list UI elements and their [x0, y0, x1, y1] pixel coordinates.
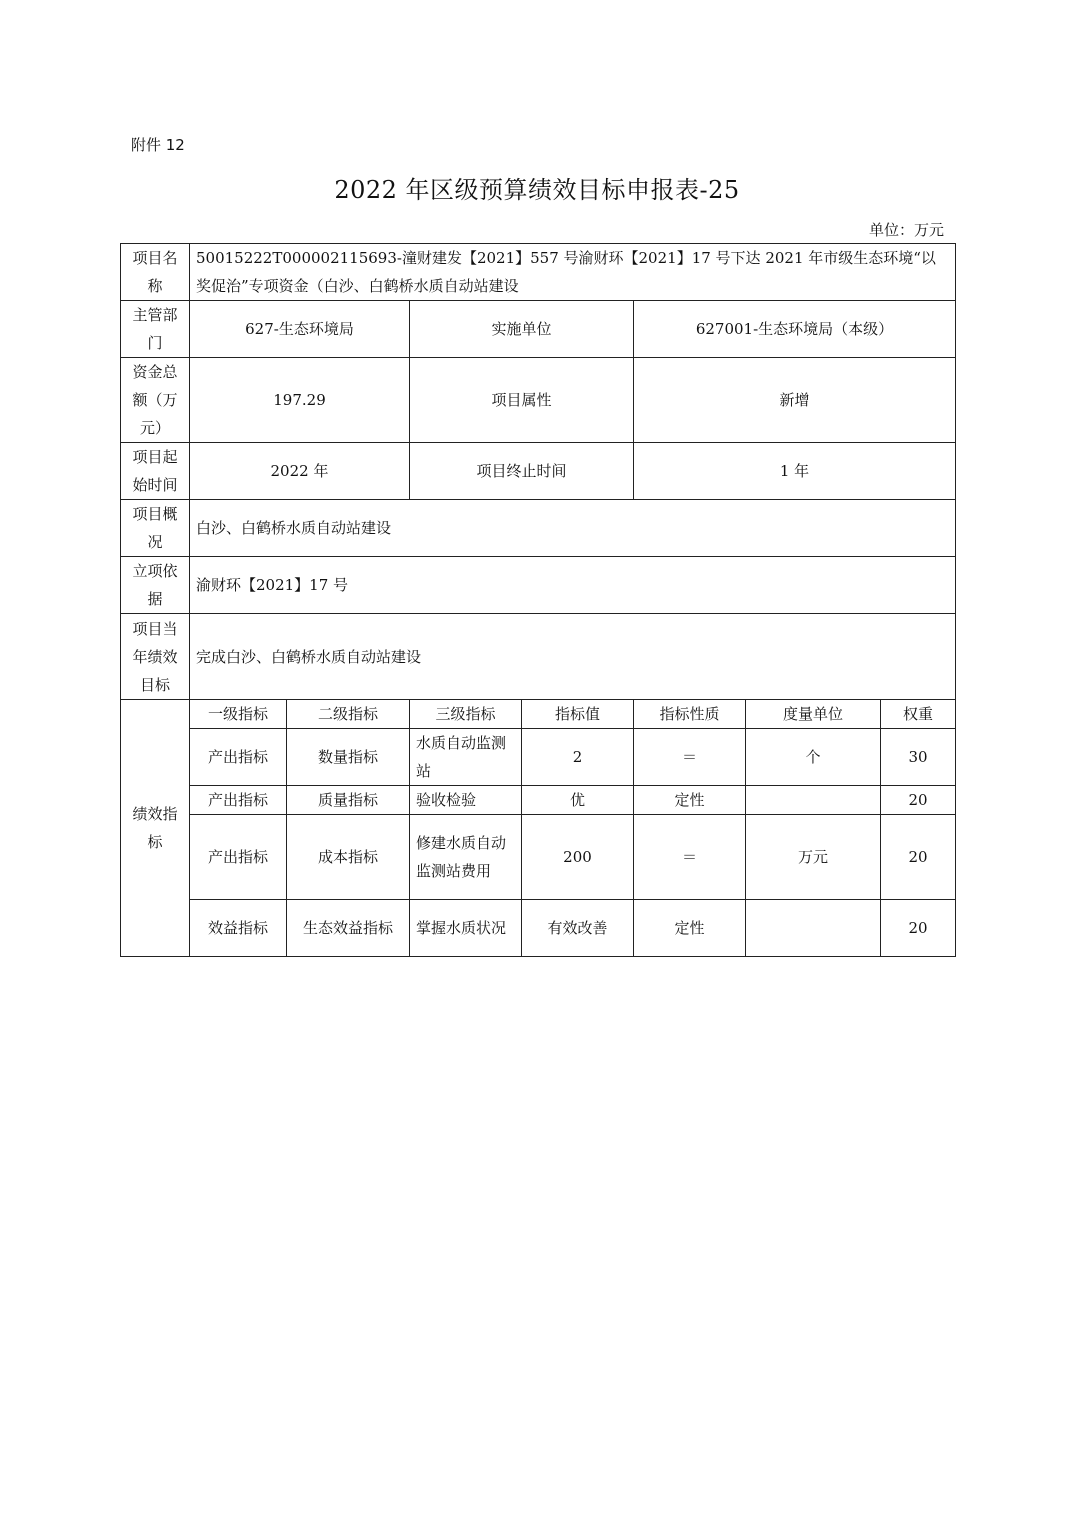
fund-label: 资金总额（万元） — [121, 358, 190, 443]
row-time — [121, 443, 956, 500]
indicator-cell — [746, 786, 881, 815]
row-basis — [121, 557, 956, 614]
indicator-cell: 验收检验 — [410, 786, 522, 815]
indicator-cell: 2 — [522, 729, 634, 786]
indicator-cell: 20 — [881, 900, 956, 957]
project-name-value: 50015222T000002115693-潼财建发【2021】557 号渝财环【2021】17 号下达 2021 年市级生态环境“以奖促治”专项资金（白沙、白鹤桥水质自动站建设 — [190, 244, 956, 301]
indicator-cell: 定性 — [634, 900, 746, 957]
indicator-cell: 有效改善 — [522, 900, 634, 957]
header-cell: 指标性质 — [634, 700, 746, 729]
attr-value: 新增 — [634, 358, 956, 443]
basis-value: 渝财环【2021】17 号 — [190, 557, 956, 614]
end-label: 项目终止时间 — [410, 443, 634, 500]
dept-value: 627-生态环境局 — [190, 301, 410, 358]
impl-value: 627001-生态环境局（本级） — [634, 301, 956, 358]
indicator-cell: 成本指标 — [287, 815, 410, 900]
dept-label: 主管部门 — [121, 301, 190, 358]
row-fund — [121, 358, 956, 443]
indicator-cell: 产出指标 — [190, 815, 287, 900]
header-cell: 三级指标 — [410, 700, 522, 729]
goal-value: 完成白沙、白鹤桥水质自动站建设 — [190, 614, 956, 700]
indicator-cell: 数量指标 — [287, 729, 410, 786]
indicator-cell: 产出指标 — [190, 786, 287, 815]
project-name-label: 项目名称 — [121, 244, 190, 301]
indicator-cell: ＝ — [634, 729, 746, 786]
indicator-row — [121, 815, 956, 900]
end-value: 1 年 — [634, 443, 956, 500]
indicator-cell: 掌握水质状况 — [410, 900, 522, 957]
indicator-cell: 效益指标 — [190, 900, 287, 957]
indicator-cell: 20 — [881, 786, 956, 815]
indicator-cell: 30 — [881, 729, 956, 786]
header-cell: 度量单位 — [746, 700, 881, 729]
indicator-cell: 200 — [522, 815, 634, 900]
budget-performance-table — [120, 243, 956, 957]
indicator-row — [121, 729, 956, 786]
indicator-cell: 个 — [746, 729, 881, 786]
indicator-cell: 生态效益指标 — [287, 900, 410, 957]
header-cell: 指标值 — [522, 700, 634, 729]
indicator-cell: 万元 — [746, 815, 881, 900]
indicator-cell: 20 — [881, 815, 956, 900]
page-title: 2022 年区级预算绩效目标申报表-25 — [334, 176, 740, 204]
indicator-row — [121, 900, 956, 957]
start-label: 项目起始时间 — [121, 443, 190, 500]
basis-label: 立项依据 — [121, 557, 190, 614]
goal-label: 项目当年绩效目标 — [121, 614, 190, 700]
row-department — [121, 301, 956, 358]
indicator-cell: 质量指标 — [287, 786, 410, 815]
indicator-cell: 定性 — [634, 786, 746, 815]
fund-value: 197.29 — [190, 358, 410, 443]
impl-label: 实施单位 — [410, 301, 634, 358]
overview-value: 白沙、白鹤桥水质自动站建设 — [190, 500, 956, 557]
indicator-cell: 优 — [522, 786, 634, 815]
header-cell: 一级指标 — [190, 700, 287, 729]
overview-label: 项目概况 — [121, 500, 190, 557]
start-value: 2022 年 — [190, 443, 410, 500]
row-overview — [121, 500, 956, 557]
unit-label: 单位：万元 — [868, 221, 944, 239]
indicator-cell: ＝ — [634, 815, 746, 900]
row-project-name — [121, 244, 956, 301]
indicators-section-label: 绩效指标 — [121, 700, 190, 957]
indicator-cell — [746, 900, 881, 957]
indicator-header-row — [121, 700, 956, 729]
row-goal — [121, 614, 956, 700]
attachment-label: 附件 12 — [131, 136, 185, 154]
indicator-cell: 水质自动监测站 — [410, 729, 522, 786]
indicator-cell: 产出指标 — [190, 729, 287, 786]
attr-label: 项目属性 — [410, 358, 634, 443]
indicator-cell: 修建水质自动监测站费用 — [410, 815, 522, 900]
header-cell: 二级指标 — [287, 700, 410, 729]
header-cell: 权重 — [881, 700, 956, 729]
indicator-row — [121, 786, 956, 815]
